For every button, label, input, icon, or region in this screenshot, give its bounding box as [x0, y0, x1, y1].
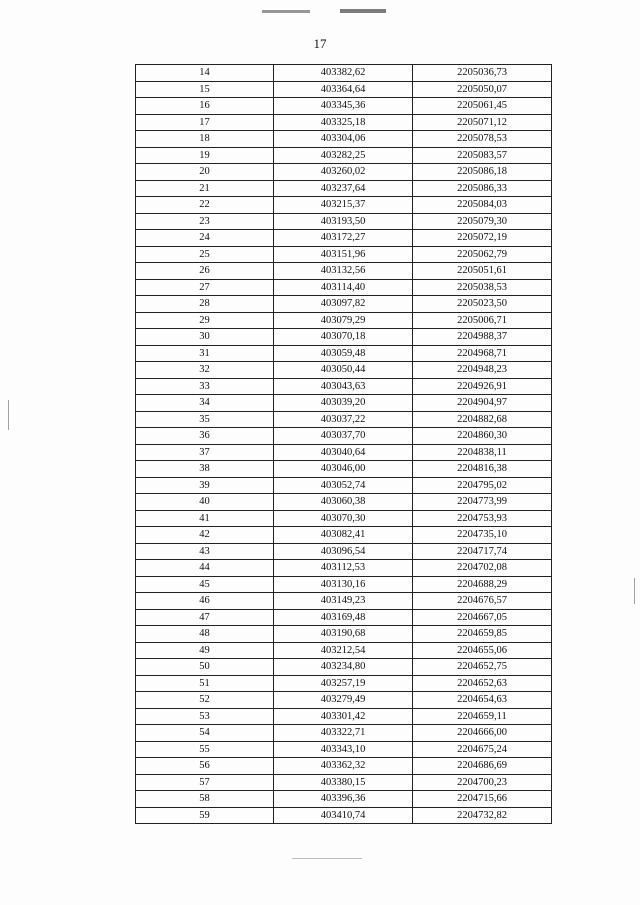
- x-coordinate-cell: 403043,63: [274, 378, 413, 395]
- x-coordinate-cell: 403082,41: [274, 527, 413, 544]
- table-row: [136, 725, 552, 742]
- y-coordinate-cell: 2205023,50: [413, 296, 552, 313]
- y-coordinate-cell: 2204988,37: [413, 329, 552, 346]
- point-number-cell: 41: [136, 510, 274, 527]
- y-coordinate-cell: 2204666,00: [413, 725, 552, 742]
- point-number-cell: 15: [136, 81, 274, 98]
- point-number-cell: 16: [136, 98, 274, 115]
- y-coordinate-cell: 2205050,07: [413, 81, 552, 98]
- table-row: [136, 345, 552, 362]
- x-coordinate-cell: 403112,53: [274, 560, 413, 577]
- y-coordinate-cell: 2205078,53: [413, 131, 552, 148]
- y-coordinate-cell: 2204686,69: [413, 758, 552, 775]
- x-coordinate-cell: 403257,19: [274, 675, 413, 692]
- y-coordinate-cell: 2204655,06: [413, 642, 552, 659]
- table-row: [136, 675, 552, 692]
- table-row: [136, 626, 552, 643]
- table-row: [136, 114, 552, 131]
- table-row: [136, 164, 552, 181]
- table-row: [136, 263, 552, 280]
- y-coordinate-cell: 2204654,63: [413, 692, 552, 709]
- point-number-cell: 33: [136, 378, 274, 395]
- x-coordinate-cell: 403039,20: [274, 395, 413, 412]
- y-coordinate-cell: 2204717,74: [413, 543, 552, 560]
- point-number-cell: 30: [136, 329, 274, 346]
- point-number-cell: 24: [136, 230, 274, 247]
- point-number-cell: 18: [136, 131, 274, 148]
- x-coordinate-cell: 403215,37: [274, 197, 413, 214]
- x-coordinate-cell: 403097,82: [274, 296, 413, 313]
- x-coordinate-cell: 403345,36: [274, 98, 413, 115]
- x-coordinate-cell: 403380,15: [274, 774, 413, 791]
- x-coordinate-cell: 403151,96: [274, 246, 413, 263]
- point-number-cell: 48: [136, 626, 274, 643]
- y-coordinate-cell: 2205051,61: [413, 263, 552, 280]
- y-coordinate-cell: 2204675,24: [413, 741, 552, 758]
- y-coordinate-cell: 2205086,33: [413, 180, 552, 197]
- point-number-cell: 42: [136, 527, 274, 544]
- point-number-cell: 28: [136, 296, 274, 313]
- y-coordinate-cell: 2205071,12: [413, 114, 552, 131]
- y-coordinate-cell: 2204652,75: [413, 659, 552, 676]
- x-coordinate-cell: 403325,18: [274, 114, 413, 131]
- scan-artifact-top-2: [340, 9, 386, 13]
- x-coordinate-cell: 403237,64: [274, 180, 413, 197]
- scan-artifact-bottom: [292, 858, 362, 859]
- point-number-cell: 20: [136, 164, 274, 181]
- x-coordinate-cell: 403193,50: [274, 213, 413, 230]
- x-coordinate-cell: 403279,49: [274, 692, 413, 709]
- x-coordinate-cell: 403114,40: [274, 279, 413, 296]
- table-row: [136, 98, 552, 115]
- table-row: [136, 593, 552, 610]
- x-coordinate-cell: 403040,64: [274, 444, 413, 461]
- y-coordinate-cell: 2205038,53: [413, 279, 552, 296]
- table-row: [136, 510, 552, 527]
- x-coordinate-cell: 403046,00: [274, 461, 413, 478]
- table-row: [136, 444, 552, 461]
- table-row: [136, 461, 552, 478]
- x-coordinate-cell: 403050,44: [274, 362, 413, 379]
- point-number-cell: 52: [136, 692, 274, 709]
- y-coordinate-cell: 2205083,57: [413, 147, 552, 164]
- point-number-cell: 22: [136, 197, 274, 214]
- table-row: [136, 791, 552, 808]
- table-row: [136, 659, 552, 676]
- point-number-cell: 58: [136, 791, 274, 808]
- table-row: [136, 708, 552, 725]
- coordinates-table-body: [136, 65, 552, 824]
- y-coordinate-cell: 2205006,71: [413, 312, 552, 329]
- table-row: [136, 543, 552, 560]
- x-coordinate-cell: 403410,74: [274, 807, 413, 824]
- x-coordinate-cell: 403070,18: [274, 329, 413, 346]
- table-row: [136, 774, 552, 791]
- y-coordinate-cell: 2204676,57: [413, 593, 552, 610]
- x-coordinate-cell: 403060,38: [274, 494, 413, 511]
- point-number-cell: 53: [136, 708, 274, 725]
- table-row: [136, 378, 552, 395]
- point-number-cell: 40: [136, 494, 274, 511]
- x-coordinate-cell: 403052,74: [274, 477, 413, 494]
- table-row: [136, 279, 552, 296]
- table-row: [136, 494, 552, 511]
- point-number-cell: 34: [136, 395, 274, 412]
- y-coordinate-cell: 2204652,63: [413, 675, 552, 692]
- point-number-cell: 27: [136, 279, 274, 296]
- x-coordinate-cell: 403096,54: [274, 543, 413, 560]
- x-coordinate-cell: 403260,02: [274, 164, 413, 181]
- x-coordinate-cell: 403169,48: [274, 609, 413, 626]
- x-coordinate-cell: 403037,70: [274, 428, 413, 445]
- table-row: [136, 560, 552, 577]
- x-coordinate-cell: 403364,64: [274, 81, 413, 98]
- y-coordinate-cell: 2204948,23: [413, 362, 552, 379]
- x-coordinate-cell: 403132,56: [274, 263, 413, 280]
- x-coordinate-cell: 403322,71: [274, 725, 413, 742]
- y-coordinate-cell: 2204904,97: [413, 395, 552, 412]
- table-row: [136, 246, 552, 263]
- x-coordinate-cell: 403304,06: [274, 131, 413, 148]
- point-number-cell: 32: [136, 362, 274, 379]
- y-coordinate-cell: 2204659,85: [413, 626, 552, 643]
- point-number-cell: 47: [136, 609, 274, 626]
- point-number-cell: 17: [136, 114, 274, 131]
- table-row: [136, 477, 552, 494]
- point-number-cell: 50: [136, 659, 274, 676]
- x-coordinate-cell: 403190,68: [274, 626, 413, 643]
- y-coordinate-cell: 2204732,82: [413, 807, 552, 824]
- y-coordinate-cell: 2204860,30: [413, 428, 552, 445]
- y-coordinate-cell: 2204702,08: [413, 560, 552, 577]
- x-coordinate-cell: 403362,32: [274, 758, 413, 775]
- y-coordinate-cell: 2204838,11: [413, 444, 552, 461]
- y-coordinate-cell: 2204700,23: [413, 774, 552, 791]
- x-coordinate-cell: 403212,54: [274, 642, 413, 659]
- point-number-cell: 38: [136, 461, 274, 478]
- x-coordinate-cell: 403382,62: [274, 65, 413, 82]
- point-number-cell: 25: [136, 246, 274, 263]
- scan-artifact-top: [262, 10, 310, 13]
- point-number-cell: 44: [136, 560, 274, 577]
- x-coordinate-cell: 403343,10: [274, 741, 413, 758]
- point-number-cell: 14: [136, 65, 274, 82]
- x-coordinate-cell: 403172,27: [274, 230, 413, 247]
- x-coordinate-cell: 403234,80: [274, 659, 413, 676]
- y-coordinate-cell: 2204968,71: [413, 345, 552, 362]
- table-row: [136, 230, 552, 247]
- y-coordinate-cell: 2205036,73: [413, 65, 552, 82]
- table-row: [136, 642, 552, 659]
- page-number: 17: [313, 36, 327, 51]
- x-coordinate-cell: 403070,30: [274, 510, 413, 527]
- y-coordinate-cell: 2204667,05: [413, 609, 552, 626]
- point-number-cell: 46: [136, 593, 274, 610]
- point-number-cell: 31: [136, 345, 274, 362]
- table-row: [136, 741, 552, 758]
- x-coordinate-cell: 403149,23: [274, 593, 413, 610]
- point-number-cell: 57: [136, 774, 274, 791]
- table-row: [136, 131, 552, 148]
- y-coordinate-cell: 2204735,10: [413, 527, 552, 544]
- x-coordinate-cell: 403396,36: [274, 791, 413, 808]
- x-coordinate-cell: 403037,22: [274, 411, 413, 428]
- table-row: [136, 362, 552, 379]
- y-coordinate-cell: 2205062,79: [413, 246, 552, 263]
- y-coordinate-cell: 2204816,38: [413, 461, 552, 478]
- point-number-cell: 23: [136, 213, 274, 230]
- table-row: [136, 296, 552, 313]
- y-coordinate-cell: 2205084,03: [413, 197, 552, 214]
- x-coordinate-cell: 403079,29: [274, 312, 413, 329]
- table-row: [136, 609, 552, 626]
- table-row: [136, 147, 552, 164]
- point-number-cell: 36: [136, 428, 274, 445]
- point-number-cell: 59: [136, 807, 274, 824]
- point-number-cell: 56: [136, 758, 274, 775]
- table-row: [136, 197, 552, 214]
- point-number-cell: 43: [136, 543, 274, 560]
- y-coordinate-cell: 2204795,02: [413, 477, 552, 494]
- x-coordinate-cell: 403059,48: [274, 345, 413, 362]
- y-coordinate-cell: 2204688,29: [413, 576, 552, 593]
- table-row: [136, 180, 552, 197]
- table-row: [136, 692, 552, 709]
- table-row: [136, 758, 552, 775]
- x-coordinate-cell: 403130,16: [274, 576, 413, 593]
- point-number-cell: 45: [136, 576, 274, 593]
- point-number-cell: 54: [136, 725, 274, 742]
- y-coordinate-cell: 2204659,11: [413, 708, 552, 725]
- point-number-cell: 21: [136, 180, 274, 197]
- table-row: [136, 213, 552, 230]
- y-coordinate-cell: 2205079,30: [413, 213, 552, 230]
- table-row: [136, 81, 552, 98]
- y-coordinate-cell: 2205072,19: [413, 230, 552, 247]
- x-coordinate-cell: 403282,25: [274, 147, 413, 164]
- table-row: [136, 527, 552, 544]
- scan-artifact-left-margin: [8, 400, 9, 430]
- y-coordinate-cell: 2205061,45: [413, 98, 552, 115]
- point-number-cell: 26: [136, 263, 274, 280]
- y-coordinate-cell: 2204753,93: [413, 510, 552, 527]
- table-row: [136, 65, 552, 82]
- y-coordinate-cell: 2205086,18: [413, 164, 552, 181]
- table-row: [136, 807, 552, 824]
- point-number-cell: 29: [136, 312, 274, 329]
- y-coordinate-cell: 2204882,68: [413, 411, 552, 428]
- table-row: [136, 411, 552, 428]
- scan-artifact-right-margin: [634, 578, 635, 604]
- point-number-cell: 49: [136, 642, 274, 659]
- point-number-cell: 19: [136, 147, 274, 164]
- coordinates-table: [135, 64, 552, 824]
- y-coordinate-cell: 2204773,99: [413, 494, 552, 511]
- point-number-cell: 55: [136, 741, 274, 758]
- table-row: [136, 576, 552, 593]
- point-number-cell: 35: [136, 411, 274, 428]
- point-number-cell: 51: [136, 675, 274, 692]
- point-number-cell: 39: [136, 477, 274, 494]
- table-row: [136, 428, 552, 445]
- y-coordinate-cell: 2204715,66: [413, 791, 552, 808]
- table-row: [136, 329, 552, 346]
- point-number-cell: 37: [136, 444, 274, 461]
- table-row: [136, 312, 552, 329]
- x-coordinate-cell: 403301,42: [274, 708, 413, 725]
- y-coordinate-cell: 2204926,91: [413, 378, 552, 395]
- table-row: [136, 395, 552, 412]
